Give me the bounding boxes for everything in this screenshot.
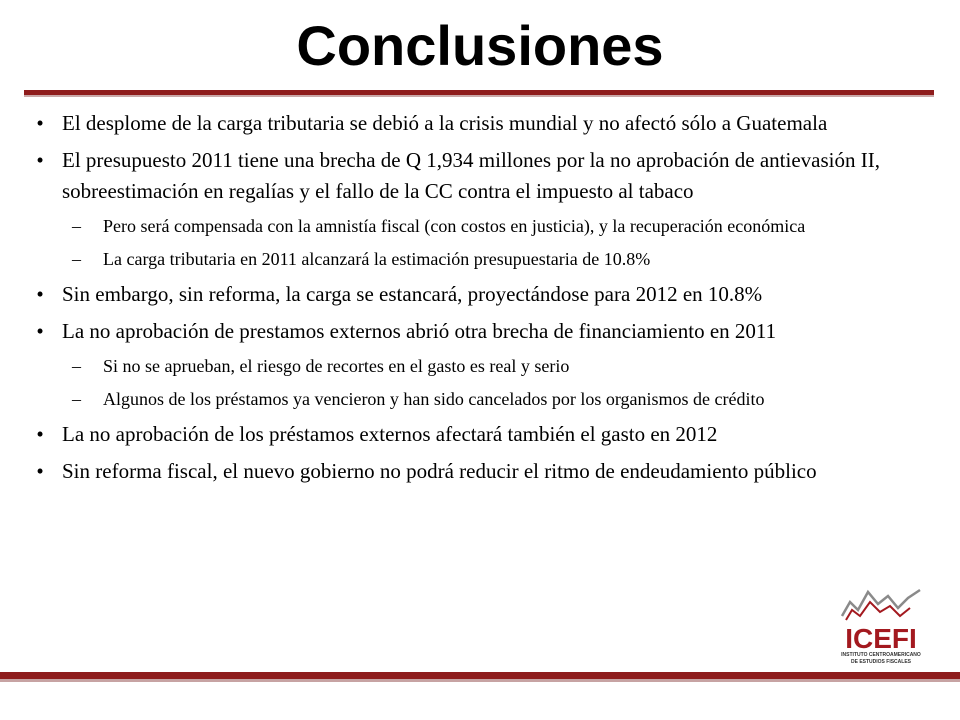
bullet-marker: • (36, 319, 44, 343)
sub-bullet-item (30, 246, 942, 273)
bullet-marker: • (36, 111, 44, 135)
sub-bullet-text: Pero será compensada con la amnistía fiscal (con costos en justicia), y la recuperación económica (103, 216, 806, 236)
footer-band (0, 672, 960, 682)
bullet-marker: • (36, 459, 44, 483)
bullet-item (30, 456, 942, 487)
sub-bullet-text: Algunos de los préstamos ya vencieron y han sido cancelados por los organismos de crédito (103, 389, 765, 409)
icefi-logo (836, 588, 926, 666)
bullet-text: El presupuesto 2011 tiene una brecha de Q 1,934 millones por la no aprobación de antievasión II, sobreestimación en regalías y el fallo de la CC contra el impuesto al tabaco (62, 148, 880, 203)
bullet-item (30, 108, 942, 139)
bullet-text: Sin reforma fiscal, el nuevo gobierno no podrá reducir el ritmo de endeudamiento público (62, 459, 817, 483)
bullet-item (30, 316, 942, 347)
logo-subtitle-line1: INSTITUTO CENTROAMERICANO (841, 652, 921, 658)
bullet-marker: • (36, 148, 44, 172)
sub-bullet-text: La carga tributaria en 2011 alcanzará la estimación presupuestaria de 10.8% (103, 249, 651, 269)
sub-bullet-marker: – (72, 249, 81, 269)
sub-bullet-marker: – (72, 356, 81, 376)
bullet-text: El desplome de la carga tributaria se debió a la crisis mundial y no afectó sólo a Guatemala (62, 111, 828, 135)
sub-bullet-item (30, 386, 942, 413)
logo-wordmark: ICEFI (845, 623, 917, 654)
logo-subtitle-line2: DE ESTUDIOS FISCALES (850, 659, 912, 665)
bullet-text: La no aprobación de prestamos externos abrió otra brecha de financiamiento en 2011 (62, 319, 777, 343)
page-title: Conclusiones (296, 14, 664, 77)
bullet-text: La no aprobación de los préstamos externos afectará también el gasto en 2012 (62, 422, 718, 446)
sub-bullet-text: Si no se aprueban, el riesgo de recortes en el gasto es real y serio (103, 356, 570, 376)
sub-bullet-item (30, 353, 942, 380)
sub-bullet-item (30, 213, 942, 240)
bullet-marker: • (36, 422, 44, 446)
sub-bullet-marker: – (72, 389, 81, 409)
sub-bullet-marker: – (72, 216, 81, 236)
bullet-marker: • (36, 282, 44, 306)
bullet-item (30, 145, 942, 207)
bullet-list (30, 108, 942, 493)
bullet-item (30, 419, 942, 450)
bullet-item (30, 279, 942, 310)
bullet-text: Sin embargo, sin reforma, la carga se estancará, proyectándose para 2012 en 10.8% (62, 282, 763, 306)
title-divider (24, 90, 934, 97)
